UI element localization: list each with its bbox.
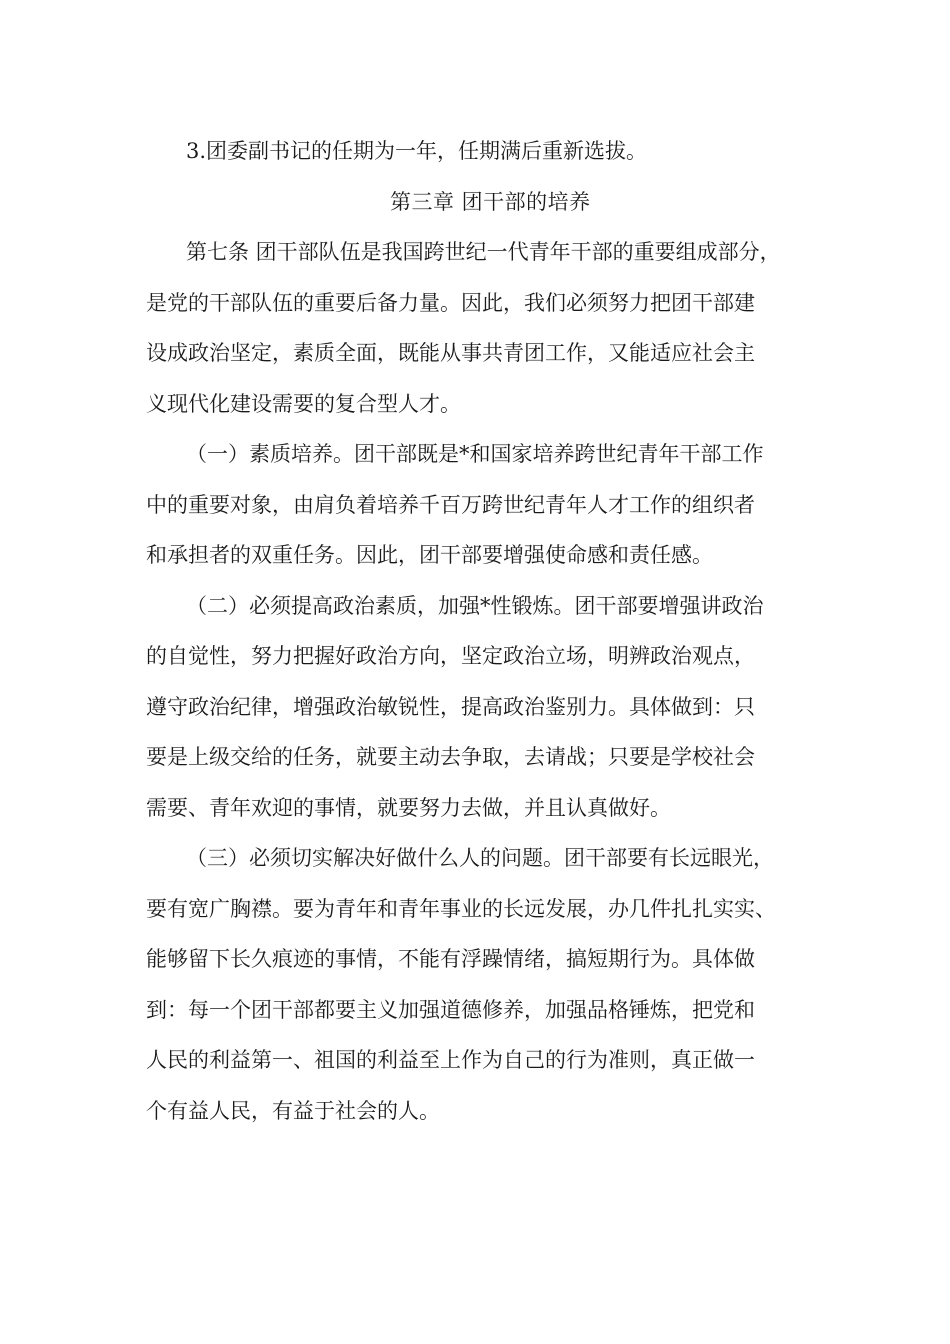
paragraph-line: 能够留下长久痕迹的事情，不能有浮躁情绪，搞短期行为。具体做: [146, 947, 755, 971]
paragraph-line: （一）素质培养。团干部既是*和国家培养跨世纪青年干部工作: [186, 442, 764, 466]
paragraph-line: 义现代化建设需要的复合型人才。: [146, 391, 461, 416]
paragraph-line: 要是上级交给的任务，就要主动去争取，去请战；只要是学校社会: [146, 745, 755, 769]
paragraph-line: 第七条 团干部队伍是我国跨世纪一代青年干部的重要组成部分，: [186, 240, 781, 264]
paragraph-line: 和承担者的双重任务。因此，团干部要增强使命感和责任感。: [146, 543, 713, 567]
paragraph-line: 个有益人民，有益于社会的人。: [146, 1098, 440, 1123]
paragraph-line: 到：每一个团干部都要主义加强道德修养，加强品格锤炼，把党和: [146, 997, 755, 1022]
paragraph-line: 设成政治坚定，素质全面，既能从事共青团工作，又能适应社会主: [146, 341, 755, 365]
paragraph-line: 3.团委副书记的任期为一年，任期满后重新选拔。: [186, 139, 648, 163]
chapter-heading: 第三章 团干部的培养: [390, 189, 591, 214]
paragraph-line: 的自觉性，努力把握好政治方向，坚定政治立场，明辨政治观点，: [146, 644, 755, 668]
paragraph-line: 是党的干部队伍的重要后备力量。因此，我们必须努力把团干部建: [146, 290, 755, 315]
paragraph-line: 遵守政治纪律，增强政治敏锐性，提高政治鉴别力。具体做到：只: [146, 694, 755, 719]
paragraph-line: （二）必须提高政治素质，加强*性锻炼。团干部要增强讲政治: [186, 593, 764, 618]
document-page: [146, 126, 826, 1136]
paragraph-line: 中的重要对象，由肩负着培养千百万跨世纪青年人才工作的组织者: [146, 492, 755, 517]
paragraph-line: 人民的利益第一、祖国的利益至上作为自己的行为准则，真正做一: [146, 1048, 755, 1072]
paragraph-line: 需要、青年欢迎的事情，就要努力去做，并且认真做好。: [146, 795, 671, 820]
paragraph-line: （三）必须切实解决好做什么人的问题。团干部要有长远眼光，: [186, 846, 774, 870]
paragraph-line: 要有宽广胸襟。要为青年和青年事业的长远发展，办几件扎扎实实、: [146, 896, 776, 921]
